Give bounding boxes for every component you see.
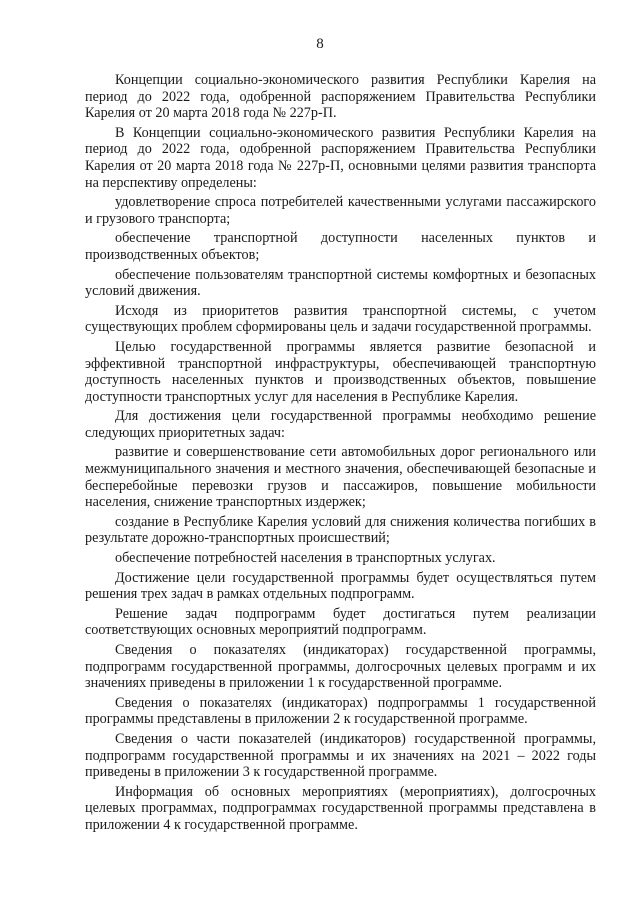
document-body [85, 72, 596, 834]
page-number: 8 [316, 36, 324, 52]
paragraph: Концепции социально-экономического развития Республики Карелия на период до 2022 года, одобренной распоряжением Правительства Республики Карелия от 20 марта 2018 года № 227р-П. [85, 72, 596, 122]
paragraph: Исходя из приоритетов развития транспортной системы, с учетом существующих проблем сформированы цель и задачи государственной программы. [85, 302, 596, 336]
list-item: развитие и совершенствование сети автомобильных дорог регионального или межмуниципального значения и местного значения, обеспечивающей безопасные и бесперебойные перевозки грузов и пассажиров, повышение мобильности населения, снижение транспортных издержек; [85, 444, 596, 511]
list-item: обеспечение транспортной доступности населенных пунктов и производственных объектов; [85, 230, 596, 263]
paragraph: Сведения о показателях (индикаторах) подпрограммы 1 государственной программы представлены в приложении 2 к государственной программе. [85, 694, 596, 728]
paragraph: Информация об основных мероприятиях (мероприятиях), долгосрочных целевых программах, подпрограммах государственной программы представлена в приложении 4 к государственной программе. [85, 783, 596, 833]
paragraph: Решение задач подпрограмм будет достигаться путем реализации соответствующих основных мероприятий подпрограмм. [85, 605, 596, 639]
list-item: обеспечение пользователям транспортной системы комфортных и безопасных условий движения. [85, 266, 596, 300]
paragraph: Для достижения цели государственной программы необходимо решение следующих приоритетных задач: [85, 408, 596, 441]
list-item: обеспечение потребностей населения в транспортных услугах. [115, 550, 496, 567]
paragraph: Сведения о части показателей (индикаторов) государственной программы, подпрограмм государственной программы и их значениях на 2021 – 2022 годы приведены в приложении 3 к государственной программе. [85, 730, 596, 781]
paragraph: Сведения о показателях (индикаторах) государственной программы, подпрограмм государственной программы, долгосрочных целевых программ и их значениях приведены в приложении 1 к государственной программе. [85, 642, 596, 692]
paragraph: В Концепции социально-экономического развития Республики Карелия на период до 2022 года, одобренной распоряжением Правительства Республики Карелия от 20 марта 2018 года № 227р-П, основными целями развития транспорта на перспективу определены: [85, 124, 596, 191]
list-item: создание в Республике Карелия условий для снижения количества погибших в результате дорожно-транспортных происшествий; [85, 513, 596, 547]
paragraph: Достижение цели государственной программы будет осуществляться путем решения трех задач в рамках отдельных подпрограмм. [85, 569, 596, 603]
paragraph: Целью государственной программы является развитие безопасной и эффективной транспортной инфраструктуры, обеспечивающей транспортную доступность населенных пунктов и производственных объектов, повышение доступности транспортных услуг для населения в Республике Карелия. [85, 338, 596, 405]
list-item: удовлетворение спроса потребителей качественными услугами пассажирского и грузового транспорта; [85, 194, 596, 227]
